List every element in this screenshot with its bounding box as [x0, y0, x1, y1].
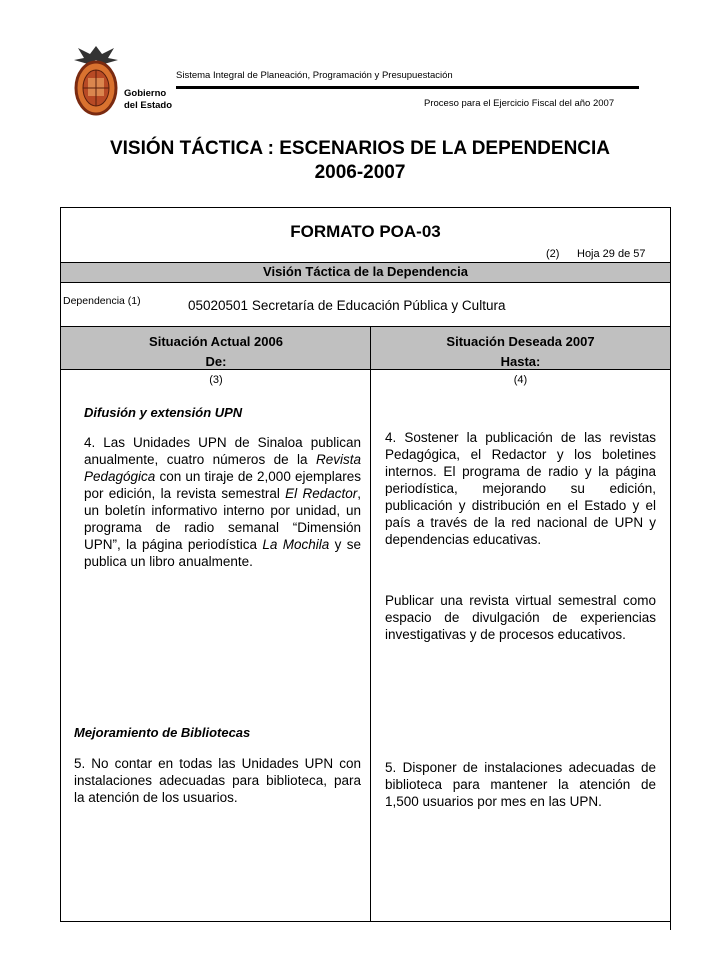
right-paragraph-3: 5. Disponer de instalaciones adecuadas de biblioteca para mantener la atención de 1,500 usuarios por mes en las UPN. [385, 760, 656, 809]
system-title: Sistema Integral de Planeación, Programación y Presupuestación [176, 70, 453, 81]
state-seal-logo [70, 44, 122, 118]
left-column-ref: (3) [209, 374, 223, 386]
gov-line1: Gobierno [124, 88, 167, 99]
column-header-right [371, 332, 670, 372]
frame-bottom [60, 921, 671, 922]
left-section1-title: Difusión y extensión UPN [84, 405, 243, 420]
gov-line2: del Estado [124, 100, 173, 111]
process-label: Proceso para el Ejercicio Fiscal del año 2007 [424, 98, 615, 109]
left-column-sub: De: [205, 354, 227, 369]
page-count: Hoja 29 de 57 [577, 248, 646, 260]
column-header-left [61, 332, 371, 372]
frame-left [60, 207, 61, 922]
right-paragraph-2: Publicar una revista virtual semestral como espacio de divulgación de experiencias investigativas y de procesos educativos. [385, 593, 656, 642]
right-column-title: Situación Deseada 2007 [446, 334, 595, 349]
dependencia-value: 05020501 Secretaría de Educación Pública y Cultura [188, 298, 506, 313]
column-divider [370, 327, 371, 921]
header-rule [176, 86, 639, 89]
hoja-ref: (2) [546, 248, 560, 260]
right-column-ref: (4) [513, 374, 528, 386]
form-name: FORMATO POA-03 [290, 222, 441, 241]
dependencia-label: Dependencia (1) [63, 295, 141, 307]
left-section2-text: 5. No contar en todas las Unidades UPN con instalaciones adecuadas para biblioteca, para la atención de los usuarios. [74, 756, 361, 805]
page-title [0, 137, 720, 185]
left-section2-title: Mejoramiento de Bibliotecas [74, 725, 251, 740]
left-column-title: Situación Actual 2006 [149, 334, 283, 349]
frame-right [670, 207, 671, 930]
title-line2: 2006-2007 [314, 162, 406, 183]
title-line1: VISIÓN TÁCTICA : ESCENARIOS DE LA DEPENDENCIA [109, 138, 611, 159]
section-title: Visión Táctica de la Dependencia [263, 264, 468, 279]
right-paragraph-1: 4. Sostener la publicación de las revistas Pedagógica, el Redactor y los boletines internos. El programa de radio y la página periodística, mejorando su edición, publicación y distribución en el Estado y el país a través de la red nacional de UPN y dependencias educativas. [385, 430, 656, 547]
left-section1-text: 4. Las Unidades UPN de Sinaloa publican anualmente, cuatro números de la Revista Pedagógica con un tiraje de 2,000 ejemplares por edición, la revista semestral El Redactor, un boletín informativo interno por unidad, un programa de radio semanal “Dimensión UPN”, la página periodística La Mochila y se publica un libro anualmente. [84, 435, 361, 569]
frame-top [60, 207, 671, 208]
right-column-sub: Hasta: [500, 354, 541, 369]
government-label [124, 88, 172, 112]
